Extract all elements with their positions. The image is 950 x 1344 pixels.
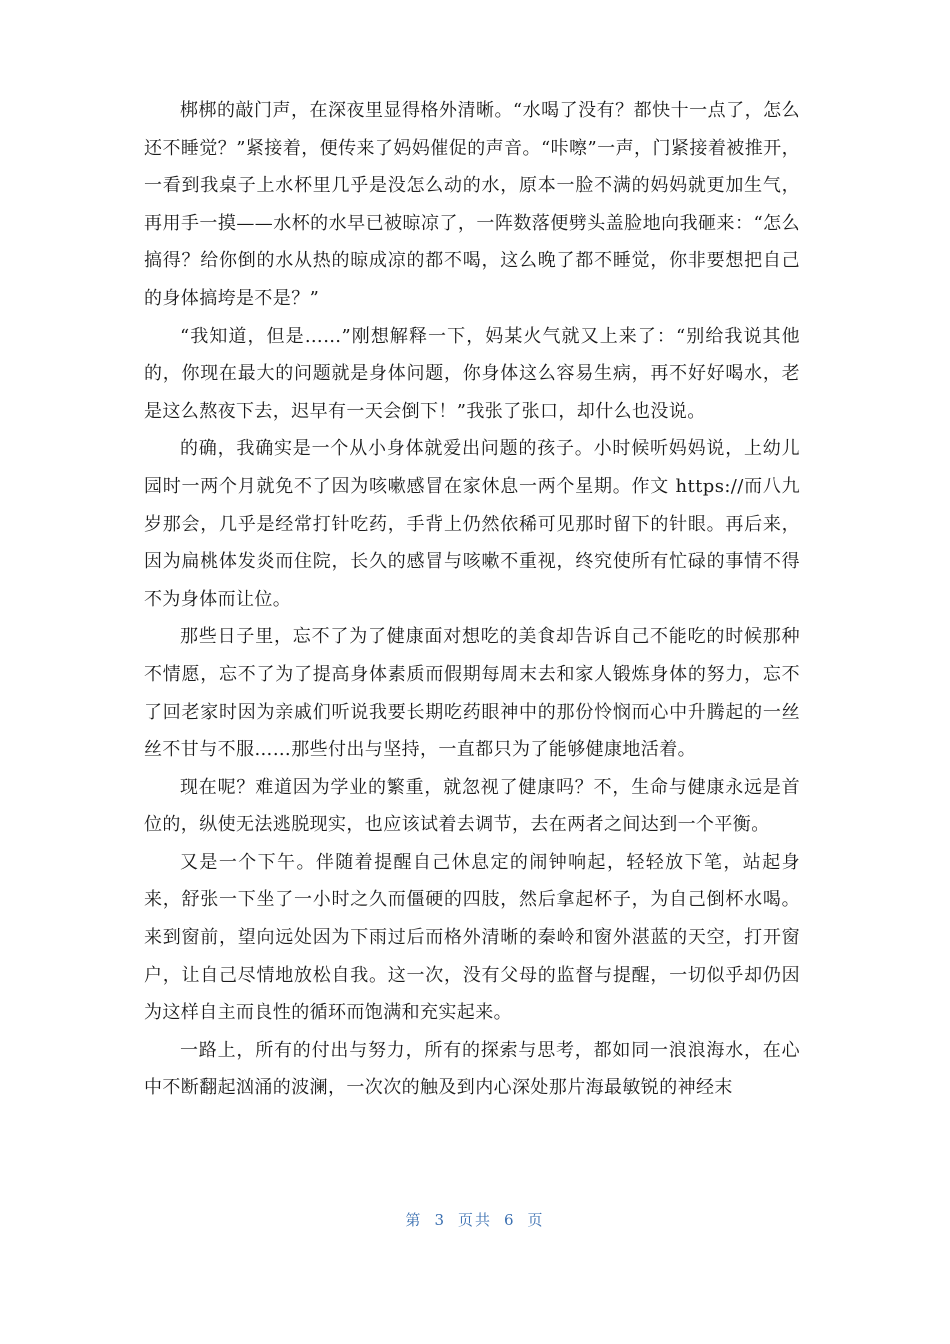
- footer-middle: 页共: [457, 1211, 492, 1229]
- paragraph: 一路上，所有的付出与努力，所有的探索与思考，都如同一浪浪海水，在心中不断翻起汹涌的波澜，一次次的触及到内心深处那片海最敏锐的神经末: [144, 1039, 800, 1099]
- footer-current-page: 3: [434, 1211, 446, 1229]
- paragraph: 的确，我确实是一个从小身体就爱出问题的孩子。小时候听妈妈说，上幼儿园时一两个月就免不了因为咳嗽感冒在家休息一两个星期。作文 https://而八九岁那会，几乎是经常打针吃药，手背上仍然依稀可见那时留下的针眼。再后来，因为扁桃体发炎而住院，长久的感冒与咳嗽不重视，终究使所有忙碌的事情不得不为身体而让位。: [144, 438, 800, 610]
- paragraph: 又是一个下午。伴随着提醒自己休息定的闹钟响起，轻轻放下笔，站起身来，舒张一下坐了一小时之久而僵硬的四肢，然后拿起杯子，为自己倒杯水喝。来到窗前，望向远处因为下雨过后而格外清晰的秦岭和窗外湛蓝的天空，打开窗户，让自己尽情地放松自我。这一次，没有父母的监督与提醒，一切似乎却仍因为这样自主而良性的循环而饱满和充实起来。: [144, 851, 800, 1024]
- document-body: [144, 92, 800, 1107]
- paragraph: 梆梆的敲门声，在深夜里显得格外清晰。“水喝了没有？都快十一点了，怎么还不睡觉？”紧接着，便传来了妈妈催促的声音。“咔嚓”一声，门紧接着被推开，一看到我桌子上水杯里几乎是没怎么动的水，原本一脸不满的妈妈就更加生气，再用手一摸——水杯的水早已被晾凉了，一阵数落便劈头盖脸地向我砸来：“怎么搞得？给你倒的水从热的晾成凉的都不喝，这么晚了都不睡觉，你非要想把自己的身体搞垮是不是？”: [144, 100, 800, 309]
- paragraph: 那些日子里，忘不了为了健康面对想吃的美食却告诉自己不能吃的时候那种不情愿，忘不了为了提高身体素质而假期每周末去和家人锻炼身体的努力，忘不了回老家时因为亲戚们听说我要长期吃药眼神中的那份怜悯而心中升腾起的一丝丝不甘与不服……那些付出与坚持，一直都只为了能够健康地活着。: [144, 626, 800, 761]
- footer-suffix: 页: [527, 1211, 545, 1229]
- paragraph: 现在呢？难道因为学业的繁重，就忽视了健康吗？不，生命与健康永远是首位的，纵使无法逃脱现实，也应该试着去调节，去在两者之间达到一个平衡。: [144, 776, 800, 836]
- page-footer: [0, 1209, 950, 1230]
- paragraph: “我知道，但是……”刚想解释一下，妈某火气就又上来了：“别给我说其他的，你现在最大的问题就是身体问题，你身体这么容易生病，再不好好喝水，老是这么熬夜下去，迟早有一天会倒下！”我张了张口，却什么也没说。: [144, 325, 800, 422]
- footer-prefix: 第: [405, 1211, 423, 1229]
- footer-total-pages: 6: [504, 1211, 516, 1229]
